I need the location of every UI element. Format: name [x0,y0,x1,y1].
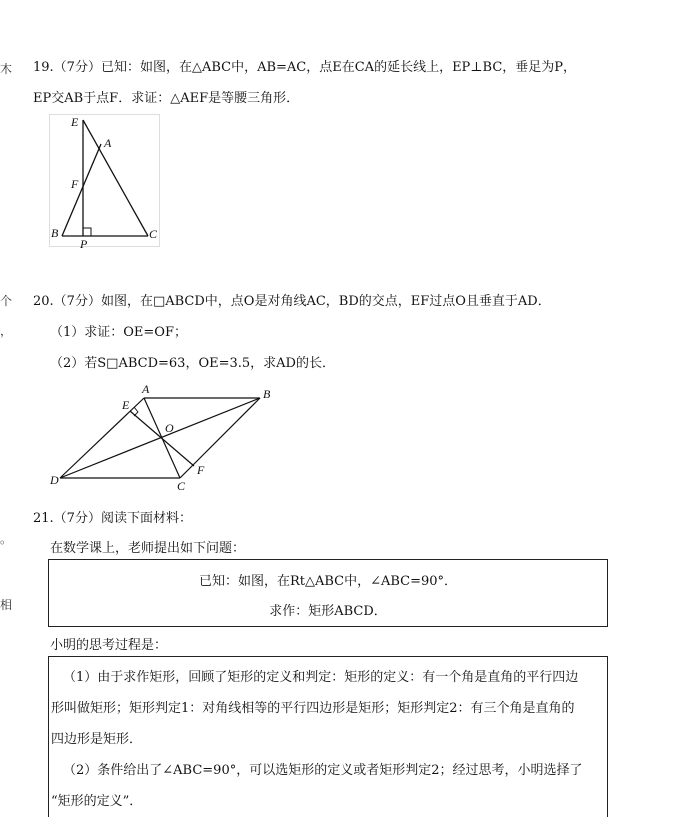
q20-statement: 20.（7分）如图，在□ABCD中，点O是对角线AC，BD的交点，EF过点O且垂直于AD． [33,294,551,309]
label-d: D [50,473,59,487]
label-p: P [80,237,88,250]
think2-line-a: （2）条件给出了∠ABC=90°，可以选矩形的定义或者矩形判定2；经过思考，小明选择了 [63,763,583,778]
segment-cb [180,398,260,478]
q19-statement-line1: 19.（7分）已知：如图，在△ABC中，AB=AC，点E在CA的延长线上，EP⊥BC，垂足为P， [33,60,577,75]
q21-intro: 在数学课上，老师提出如下问题： [50,541,246,556]
label-f: F [197,463,205,477]
label-a: A [142,382,150,396]
edge-mark: 。 [0,532,13,546]
edge-mark: 个 [0,294,13,308]
label-b: B [51,226,59,240]
teacher-problem-box [48,559,608,627]
edge-mark: 相 [0,598,13,612]
q20-part2: （2）若S□ABCD=63，OE=3.5，求AD的长． [50,356,335,371]
segment-ad [60,398,144,478]
segment-ec [83,120,148,236]
label-b: B [263,387,271,401]
think2-line-b: “矩形的定义”． [51,794,143,809]
label-a: A [104,136,112,150]
thinking-label: 小明的思考过程是： [50,638,168,653]
edge-mark: ， [0,324,13,338]
q20-part1: （1）求证：OE=OF； [50,325,187,340]
think1-line-c: 四边形是矩形． [51,732,143,747]
diagonal-bd [60,398,260,478]
q20-figure [48,380,288,492]
edge-mark: 木 [0,62,13,76]
thinking-box [48,656,608,817]
label-c: C [177,479,186,492]
label-f: F [71,177,79,191]
problem-given: 已知：如图，在Rt△ABC中，∠ABC=90°． [198,574,458,589]
label-e: E [122,398,130,412]
problem-construct: 求作：矩形ABCD． [269,604,387,619]
think1-line-b: 形叫做矩形；矩形判定1：对角线相等的平行四边形是矩形；矩形判定2：有三个角是直角的 [51,701,575,716]
segment-ef [130,411,194,466]
segment-ab [62,144,101,236]
q19-statement-line2: EP交AB于点F．求证：△AEF是等腰三角形． [33,91,300,106]
label-e: E [71,115,79,129]
right-angle-mark [83,228,91,236]
label-c: C [149,227,158,241]
q21-statement: 21.（7分）阅读下面材料： [33,511,192,526]
label-o: O [165,421,174,435]
q19-figure [49,114,161,250]
think1-line-a: （1）由于求作矩形，回顾了矩形的定义和判定：矩形的定义：有一个角是直角的平行四边 [63,670,579,685]
